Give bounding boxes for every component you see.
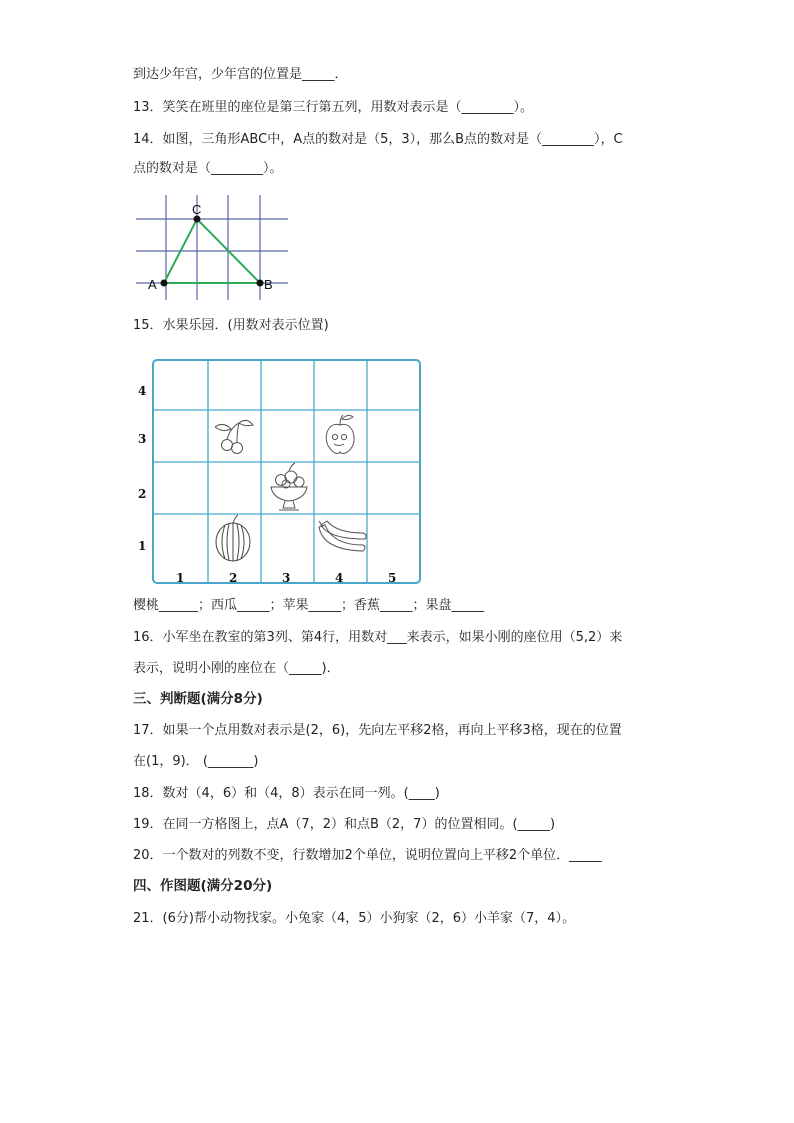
point-b (257, 280, 264, 287)
row-label-3: 3 (138, 432, 147, 446)
label-a: A (148, 277, 157, 292)
watermelon-icon (216, 515, 250, 561)
question-20: 20．一个数对的列数不变，行数增加2个单位，说明位置向上平移2个单位．_____ (133, 848, 602, 863)
fruit-bowl-icon (271, 463, 307, 510)
question-13: 13．笑笑在班里的座位是第三行第五列，用数对表示是（________）。 (133, 100, 534, 115)
question-14-line-1: 14．如图，三角形ABC中，A点的数对是（5，3），那么B点的数对是（________），C (133, 132, 623, 147)
fruit-park-grid (133, 355, 433, 591)
question-21: 21．(6分)帮小动物找家。小兔家（4，5）小狗家（2，6）小羊家（7，4）。 (133, 911, 576, 926)
question-16-line-1: 16．小军坐在教室的第3列、第4行，用数对___来表示，如果小刚的座位用（5,2）来 (133, 630, 623, 645)
col-label-4: 4 (335, 571, 344, 585)
point-a (161, 280, 168, 287)
question-15: 15．水果乐园．(用数对表示位置) (133, 318, 329, 333)
question-17-line-2: 在(1，9)． (_______) (133, 754, 259, 769)
row-label-4: 4 (138, 384, 147, 398)
col-label-1: 1 (176, 571, 185, 585)
apple-icon (326, 415, 354, 453)
banana-icon (319, 521, 366, 551)
question-19: 19．在同一方格图上，点A（7，2）和点B（2，7）的位置相同。(_____) (133, 817, 556, 832)
section-3-heading: 三、判断题(满分8分) (133, 691, 263, 707)
question-15-answers: 樱桃______；西瓜_____；苹果_____；香蕉_____；果盘_____ (133, 598, 485, 613)
triangle-abc-figure (136, 195, 296, 300)
question-17-line-1: 17．如果一个点用数对表示是(2，6)，先向左平移2格，再向上平移3格，现在的位置 (133, 723, 622, 738)
section-4-heading: 四、作图题(满分20分) (133, 878, 273, 894)
grid-lines (153, 360, 420, 583)
cherry-icon (215, 420, 253, 453)
label-c: C (192, 202, 202, 217)
row-label-1: 1 (138, 539, 147, 553)
question-16-line-2: 表示，说明小刚的座位在（_____)． (133, 661, 340, 676)
grid-frame (153, 360, 420, 583)
row-label-2: 2 (138, 487, 147, 501)
label-b: B (264, 277, 273, 292)
text-line-1: 到达少年宫，少年宫的位置是_____． (133, 67, 348, 82)
col-label-5: 5 (388, 571, 397, 585)
col-label-2: 2 (229, 571, 238, 585)
question-18: 18．数对（4，6）和（4，8）表示在同一列。(____) (133, 786, 440, 801)
question-14-line-2: 点的数对是（________）。 (133, 161, 283, 176)
col-label-3: 3 (282, 571, 291, 585)
